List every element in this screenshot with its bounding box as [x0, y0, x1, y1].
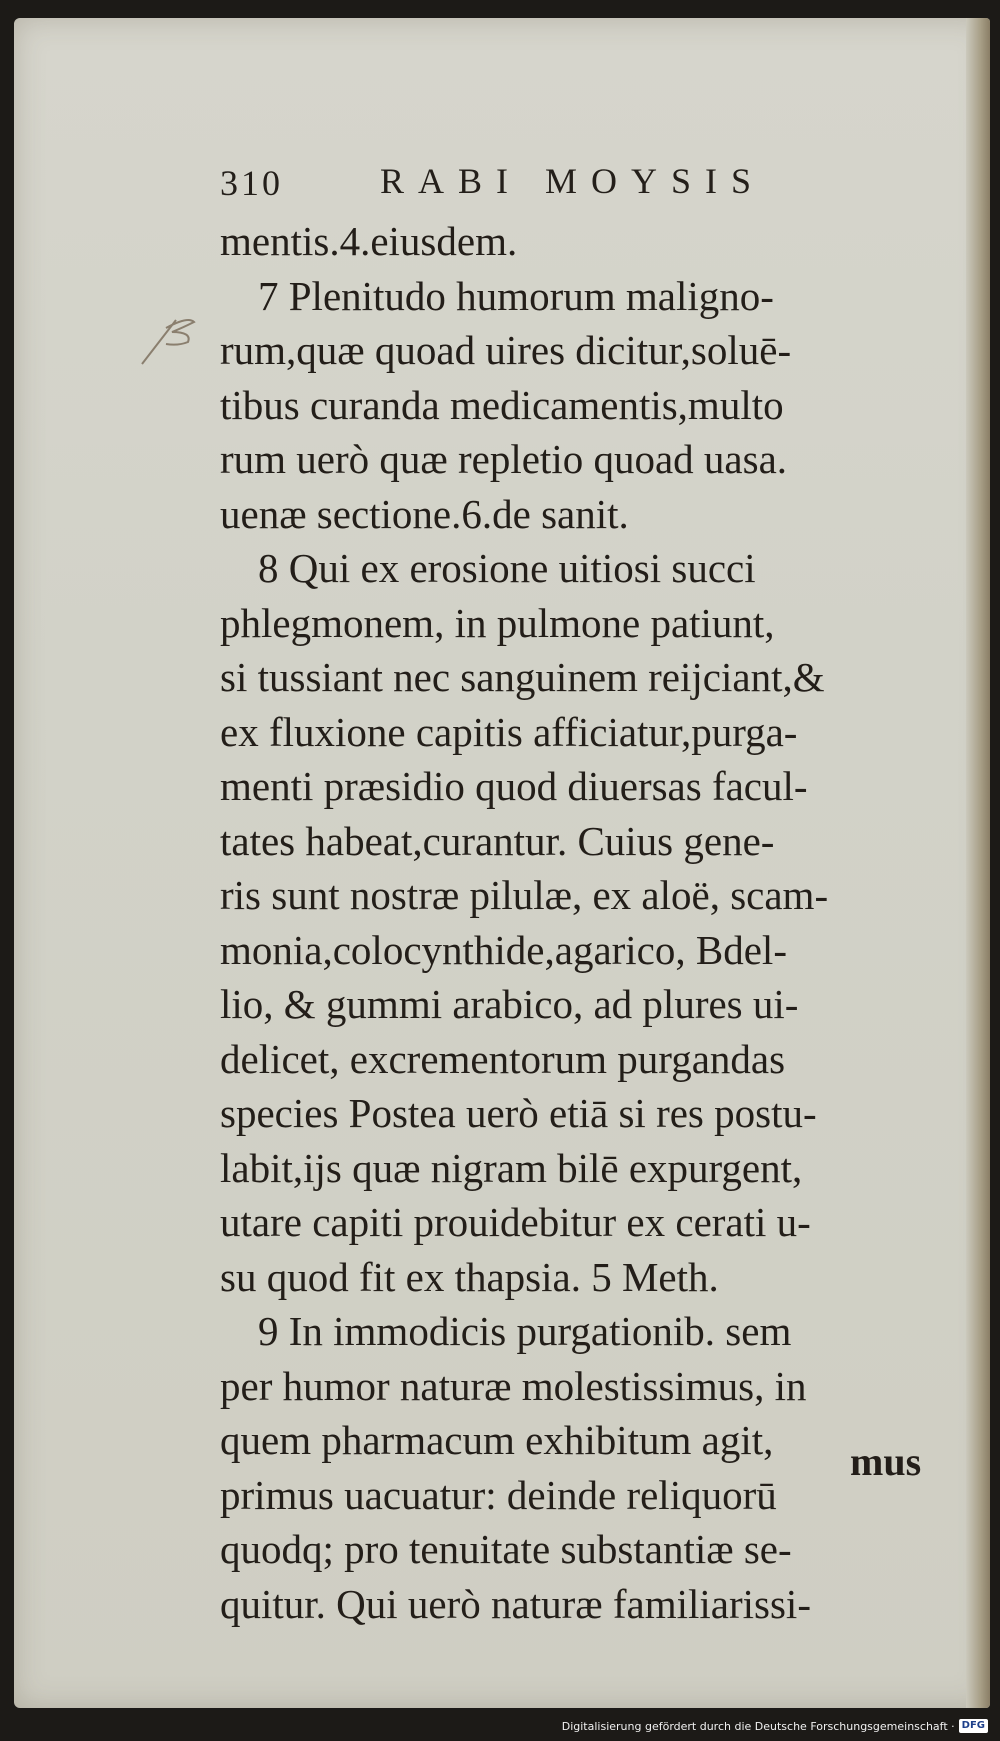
text-line: utare capiti prouidebitur ex cerati u- — [220, 1199, 811, 1245]
text-line: quem pharmacum exhibitum agit, — [220, 1417, 774, 1463]
text-line: rum,quæ quoad uires dicitur,soluē- — [220, 327, 792, 373]
book-page — [14, 18, 990, 1708]
text-line: menti præsidio quod diuersas facul- — [220, 763, 808, 809]
credit-text: Digitalisierung gefördert durch die Deutsche Forschungsgemeinschaft · — [561, 1719, 955, 1733]
digitization-credit — [562, 1717, 988, 1735]
text-line: tates habeat,curantur. Cuius gene- — [220, 817, 775, 864]
text-line: 9 In immodicis purgationib. sem — [258, 1308, 792, 1354]
page-number: 310 — [220, 163, 283, 203]
dfg-logo: DFG — [959, 1719, 988, 1733]
text-line: rum uerò quæ repletio quoad uasa. — [220, 436, 788, 482]
text-line: primus uacuatur: deinde reliquorū — [220, 1471, 777, 1518]
text-line: 7 Plenitudo humorum maligno- — [258, 272, 774, 319]
text-line: species Postea uerò etiā si res postu- — [220, 1090, 817, 1136]
text-line: ex fluxione capitis afficiatur,purga- — [220, 708, 798, 755]
text-line: phlegmonem, in pulmone patiunt, — [220, 599, 775, 646]
text-line: lio, & gummi arabico, ad plures ui- — [220, 981, 799, 1027]
running-head: RABI MOYSIS — [380, 161, 766, 201]
text-line: delicet, excrementorum purgandas — [220, 1035, 786, 1082]
text-line: monia,colocynthide,agarico, Bdel- — [220, 926, 787, 973]
page-header — [220, 158, 780, 204]
text-line: su quod fit ex thapsia. 5 Meth. — [220, 1253, 719, 1300]
text-line: si tussiant nec sanguinem reijciant,& — [220, 654, 825, 700]
page-edge — [966, 18, 990, 1708]
text-line: labit,ijs quæ nigram bilē expurgent, — [220, 1144, 803, 1191]
text-line: 8 Qui ex erosione uitiosi succi — [258, 545, 756, 591]
text-line: mentis.4.eiusdem. — [220, 218, 518, 264]
text-line: uenæ sectione.6.de sanit. — [220, 490, 629, 537]
margin-annotation-mark — [136, 310, 206, 370]
main-text-block — [220, 214, 940, 1631]
text-line: ris sunt nostræ pilulæ, ex aloë, scam- — [220, 872, 829, 918]
text-line: quodq; pro tenuitate substantiæ se- — [220, 1526, 792, 1572]
catchword: mus — [850, 1439, 922, 1484]
text-line: per humor naturæ molestissimus, in — [220, 1362, 807, 1409]
text-line: tibus curanda medicamentis,multo — [220, 381, 784, 428]
text-line: quitur. Qui uerò naturæ familiarissi- — [220, 1580, 811, 1627]
